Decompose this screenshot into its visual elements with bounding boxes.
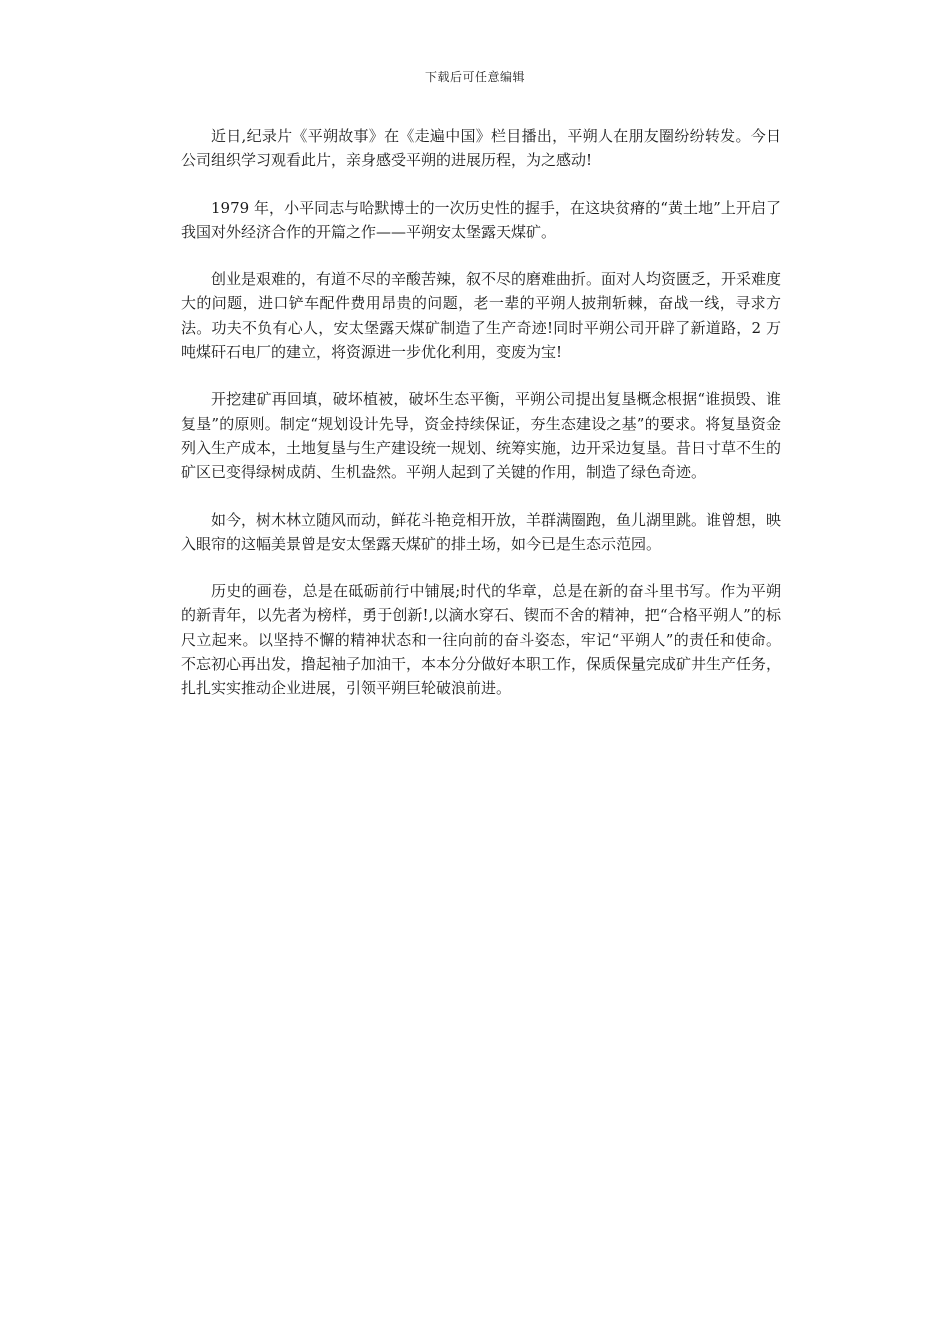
paragraph-5: 如今，树木林立随风而动，鲜花斗艳竞相开放，羊群满圈跑，鱼儿湖里跳。谁曾想，映入眼帘的这幅美景曾是安太堡露天煤矿的排土场，如今已是生态示范园。: [181, 510, 782, 553]
paragraph-3: 创业是艰难的，有道不尽的辛酸苦辣，叙不尽的磨难曲折。面对人均资匮乏，开采难度大的问题，进口铲车配件费用昂贵的问题，老一辈的平朔人披荆斩棘，奋战一线，寻求方法。功夫不负有心人，安太堡露天煤矿制造了生产奇迹!同时平朔公司开辟了新道路，2 万吨煤矸石电厂的建立，将资源进一步优化利用，变废为宝!: [181, 270, 782, 362]
paragraph-1: 近日,纪录片《平朔故事》在《走遍中国》栏目播出，平朔人在朋友圈纷纷转发。今日公司组织学习观看此片，亲身感受平朔的进展历程，为之感动!: [181, 127, 781, 170]
header-note: 下载后可任意编辑: [424, 70, 525, 84]
paragraph-4: 开挖建矿再回填，破坏植被，破坏生态平衡，平朔公司提出复垦概念根据“谁损毁、谁复垦”的原则。制定“规划设计先导，资金持续保证，夯生态建设之基”的要求。将复垦资金列入生产成本，土地复垦与生产建设统一规划、统筹实施，边开采边复垦。昔日寸草不生的矿区已变得绿树成荫、生机盎然。平朔人起到了关键的作用，制造了绿色奇迹。: [181, 390, 782, 482]
article-body: [181, 124, 781, 724]
paragraph-2: 1979 年，小平同志与哈默博士的一次历史性的握手，在这块贫瘠的“黄土地”上开启了我国对外经济合作的开篇之作——平朔安太堡露天煤矿。: [181, 198, 781, 241]
paragraph-6: 历史的画卷，总是在砥砺前行中铺展;时代的华章，总是在新的奋斗里书写。作为平朔的新青年，以先者为榜样，勇于创新!,以滴水穿石、锲而不舍的精神，把“合格平朔人”的标尺立起来。以坚持不懈的精神状态和一往向前的奋斗姿态，牢记“平朔人”的责任和使命。不忘初心再出发，撸起袖子加油干，本本分分做好本职工作，保质保量完成矿井生产任务，扎扎实实推动企业进展，引领平朔巨轮破浪前进。: [181, 582, 782, 698]
